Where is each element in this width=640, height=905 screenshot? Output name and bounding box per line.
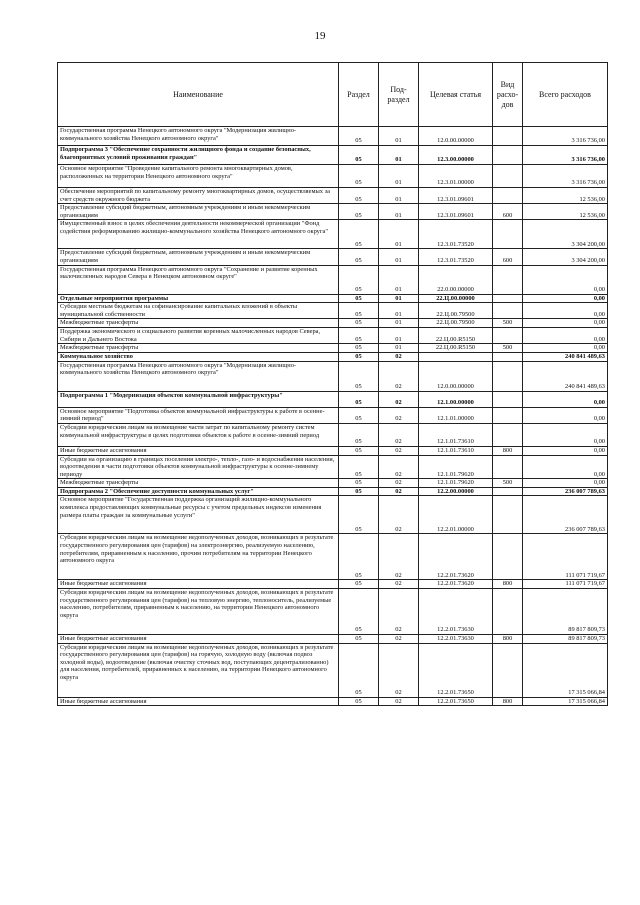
row-expense-kind: 800 <box>493 697 523 706</box>
row-target-article: 12.1.01.73610 <box>419 423 493 446</box>
row-section: 05 <box>339 455 379 479</box>
row-expense-kind <box>493 146 523 165</box>
row-name: Иные бюджетные ассигнования <box>58 697 339 706</box>
row-name: Основное мероприятие "Проведение капитального ремонта многоквартирных домов, расположенных на территории Ненецкого автономного округа" <box>58 165 339 188</box>
row-subsection: 02 <box>379 361 419 391</box>
table-row <box>58 455 608 479</box>
row-target-article: 22.Ц.00.79500 <box>419 303 493 319</box>
row-total: 89 817 809,73 <box>523 635 608 644</box>
row-target-article: 12.0.00.00000 <box>419 127 493 146</box>
row-total: 0,00 <box>523 294 608 303</box>
row-total: 12 536,00 <box>523 188 608 204</box>
row-target-article: 12.1.01.79620 <box>419 479 493 488</box>
row-total: 0,00 <box>523 344 608 353</box>
table-row <box>58 265 608 294</box>
row-name: Государственная программа Ненецкого автономного округа "Сохранение и развитие коренных малочисленных народов Севера в Ненецком автономном округе" <box>58 265 339 294</box>
row-section: 05 <box>339 319 379 328</box>
row-section: 05 <box>339 188 379 204</box>
row-section: 05 <box>339 344 379 353</box>
table-row <box>58 327 608 343</box>
table-row <box>58 352 608 361</box>
row-section: 05 <box>339 220 379 249</box>
row-name: Подпрограмма 1 "Модернизация объектов коммунальной инфраструктуры" <box>58 391 339 407</box>
row-target-article <box>419 352 493 361</box>
row-subsection: 02 <box>379 455 419 479</box>
row-target-article: 22.Ц.00.R5150 <box>419 344 493 353</box>
row-expense-kind <box>493 188 523 204</box>
row-total: 236 007 789,63 <box>523 487 608 496</box>
row-expense-kind <box>493 294 523 303</box>
row-name: Основное мероприятие "Подготовка объектов коммунальной инфраструктуры к работе в осенне-зимний период" <box>58 407 339 423</box>
table-row <box>58 165 608 188</box>
row-total: 0,00 <box>523 423 608 446</box>
row-total: 0,00 <box>523 265 608 294</box>
row-name: Иные бюджетные ассигнования <box>58 446 339 455</box>
row-expense-kind: 800 <box>493 446 523 455</box>
row-expense-kind: 800 <box>493 580 523 589</box>
row-total: 111 071 719,67 <box>523 534 608 580</box>
row-total: 111 071 719,67 <box>523 580 608 589</box>
row-subsection: 02 <box>379 479 419 488</box>
row-target-article: 12.2.01.73620 <box>419 534 493 580</box>
table-row <box>58 589 608 635</box>
row-expense-kind <box>493 534 523 580</box>
row-subsection: 02 <box>379 496 419 534</box>
row-total: 0,00 <box>523 455 608 479</box>
row-expense-kind: 500 <box>493 344 523 353</box>
row-expense-kind <box>493 265 523 294</box>
budget-table <box>57 62 608 706</box>
row-expense-kind: 600 <box>493 204 523 220</box>
row-total: 17 315 066,84 <box>523 643 608 697</box>
table-row <box>58 303 608 319</box>
row-subsection: 01 <box>379 188 419 204</box>
row-total: 0,00 <box>523 391 608 407</box>
row-expense-kind <box>493 487 523 496</box>
row-subsection: 01 <box>379 127 419 146</box>
row-name: Межбюджетные трансферты <box>58 319 339 328</box>
row-expense-kind <box>493 496 523 534</box>
row-expense-kind: 600 <box>493 249 523 265</box>
header-section: Раздел <box>339 63 379 127</box>
row-total: 236 007 789,63 <box>523 496 608 534</box>
row-total: 0,00 <box>523 479 608 488</box>
table-row <box>58 127 608 146</box>
row-total: 0,00 <box>523 303 608 319</box>
row-expense-kind: 500 <box>493 319 523 328</box>
row-total: 17 315 066,84 <box>523 697 608 706</box>
header-subsection: Под-раздел <box>379 63 419 127</box>
row-total: 240 841 489,63 <box>523 352 608 361</box>
table-row <box>58 361 608 391</box>
row-name: Субсидии юридическим лицам на возмещение части затрат по капитальному ремонту систем коммунальной инфраструктуры в целях подготовки объектов к работе в осенне-зимний период <box>58 423 339 446</box>
row-section: 05 <box>339 423 379 446</box>
row-expense-kind <box>493 643 523 697</box>
row-name: Государственная программа Ненецкого автономного округа "Модернизация жилищно-коммунального хозяйства Ненецкого автономного округа" <box>58 127 339 146</box>
row-section: 05 <box>339 361 379 391</box>
table-row <box>58 446 608 455</box>
row-target-article: 12.3.01.09601 <box>419 204 493 220</box>
table-row <box>58 534 608 580</box>
row-name: Субсидии местным бюджетам на софинансирование капитальных вложений в объекты муниципальной собственности <box>58 303 339 319</box>
row-target-article: 12.2.01.73620 <box>419 580 493 589</box>
row-section: 05 <box>339 479 379 488</box>
row-total: 3 304 200,00 <box>523 249 608 265</box>
row-target-article: 12.3.01.09601 <box>419 188 493 204</box>
row-name: Предоставление субсидий бюджетным, автономным учреждениям и иным некоммерческим организациям <box>58 204 339 220</box>
row-name: Обеспечение мероприятий по капитальному ремонту многоквартирных домов, осуществляемых за счет средств окружного бюджета <box>58 188 339 204</box>
row-expense-kind <box>493 220 523 249</box>
row-total: 0,00 <box>523 446 608 455</box>
row-target-article: 22.Ц.00.R5150 <box>419 327 493 343</box>
row-name: Иные бюджетные ассигнования <box>58 580 339 589</box>
row-subsection: 02 <box>379 697 419 706</box>
row-section: 05 <box>339 643 379 697</box>
row-total: 3 316 736,00 <box>523 127 608 146</box>
row-subsection: 02 <box>379 423 419 446</box>
row-expense-kind <box>493 589 523 635</box>
row-target-article: 12.2.01.73650 <box>419 643 493 697</box>
row-section: 05 <box>339 391 379 407</box>
row-subsection: 01 <box>379 294 419 303</box>
row-expense-kind: 500 <box>493 479 523 488</box>
table-row <box>58 319 608 328</box>
table-row <box>58 294 608 303</box>
table-row <box>58 249 608 265</box>
row-subsection: 02 <box>379 643 419 697</box>
row-expense-kind <box>493 165 523 188</box>
row-section: 05 <box>339 487 379 496</box>
row-section: 05 <box>339 589 379 635</box>
table-row <box>58 204 608 220</box>
row-subsection: 01 <box>379 303 419 319</box>
row-expense-kind <box>493 407 523 423</box>
row-section: 05 <box>339 580 379 589</box>
row-subsection: 01 <box>379 146 419 165</box>
row-subsection: 01 <box>379 319 419 328</box>
row-name: Подпрограмма 2 "Обеспечение доступности коммунальных услуг" <box>58 487 339 496</box>
table-row <box>58 635 608 644</box>
table-body <box>58 127 608 706</box>
row-subsection: 02 <box>379 352 419 361</box>
table-row <box>58 496 608 534</box>
row-expense-kind <box>493 303 523 319</box>
row-expense-kind <box>493 391 523 407</box>
header-name: Наименование <box>58 63 339 127</box>
row-section: 05 <box>339 446 379 455</box>
row-name: Отдельные мероприятия программы <box>58 294 339 303</box>
row-section: 05 <box>339 635 379 644</box>
row-target-article: 12.1.00.00000 <box>419 391 493 407</box>
row-section: 05 <box>339 697 379 706</box>
header-target-article: Целевая статья <box>419 63 493 127</box>
table-row <box>58 146 608 165</box>
row-subsection: 01 <box>379 265 419 294</box>
row-subsection: 02 <box>379 589 419 635</box>
row-target-article: 12.1.01.73610 <box>419 446 493 455</box>
row-total: 12 536,00 <box>523 204 608 220</box>
row-subsection: 01 <box>379 344 419 353</box>
row-total: 240 841 489,63 <box>523 361 608 391</box>
row-section: 05 <box>339 127 379 146</box>
table-row <box>58 479 608 488</box>
row-subsection: 02 <box>379 580 419 589</box>
header-expense-kind: Вид расхо-дов <box>493 63 523 127</box>
row-name: Основное мероприятие "Государственная поддержка организаций жилищно-коммунального комплекса предоставляющих коммунальные ресурсы с учетом предельных индексов изменения размера платы граждан за коммунальные услуги" <box>58 496 339 534</box>
row-section: 05 <box>339 204 379 220</box>
row-target-article: 22.0.00.00000 <box>419 265 493 294</box>
row-section: 05 <box>339 303 379 319</box>
row-subsection: 01 <box>379 165 419 188</box>
row-section: 05 <box>339 407 379 423</box>
row-section: 05 <box>339 496 379 534</box>
row-total: 89 817 809,73 <box>523 589 608 635</box>
row-total: 3 316 736,00 <box>523 146 608 165</box>
row-subsection: 01 <box>379 249 419 265</box>
row-target-article: 12.2.01.73630 <box>419 635 493 644</box>
row-subsection: 02 <box>379 446 419 455</box>
row-target-article: 12.2.01.73630 <box>419 589 493 635</box>
row-target-article: 12.2.00.00000 <box>419 487 493 496</box>
row-subsection: 02 <box>379 635 419 644</box>
table-row <box>58 220 608 249</box>
row-section: 05 <box>339 165 379 188</box>
table-row <box>58 188 608 204</box>
row-expense-kind <box>493 361 523 391</box>
row-target-article: 12.3.01.00000 <box>419 165 493 188</box>
row-section: 05 <box>339 352 379 361</box>
row-expense-kind <box>493 352 523 361</box>
row-section: 05 <box>339 327 379 343</box>
row-name: Субсидии юридическим лицам на возмещение недополученных доходов, возникающих в результате государственного регулирования цен (тарифов) на горячую, холодную воду (включая подвоз холодной воды), водоотведение (включая очистку сточных вод, поступающих децентрализованно) для населения, потребителей, приравненных к населению, на территории Ненецкого автономного округа <box>58 643 339 697</box>
row-target-article: 12.2.01.00000 <box>419 496 493 534</box>
row-name: Государственная программа Ненецкого автономного округа "Модернизация жилищно-коммунального хозяйства Ненецкого автономного округа" <box>58 361 339 391</box>
row-subsection: 01 <box>379 327 419 343</box>
row-section: 05 <box>339 534 379 580</box>
row-subsection: 02 <box>379 391 419 407</box>
row-subsection: 02 <box>379 487 419 496</box>
row-target-article: 12.1.01.00000 <box>419 407 493 423</box>
row-total: 0,00 <box>523 327 608 343</box>
row-expense-kind <box>493 127 523 146</box>
row-expense-kind <box>493 423 523 446</box>
row-section: 05 <box>339 265 379 294</box>
page-number: 19 <box>314 30 326 42</box>
table-row <box>58 697 608 706</box>
row-target-article: 12.2.01.73650 <box>419 697 493 706</box>
table-row <box>58 407 608 423</box>
row-target-article: 12.3.01.73520 <box>419 220 493 249</box>
table-row <box>58 423 608 446</box>
row-total: 0,00 <box>523 407 608 423</box>
table-row <box>58 391 608 407</box>
row-target-article: 12.3.01.73520 <box>419 249 493 265</box>
row-name: Межбюджетные трансферты <box>58 344 339 353</box>
row-subsection: 02 <box>379 534 419 580</box>
row-section: 05 <box>339 249 379 265</box>
row-name: Имущественный взнос в целях обеспечения деятельности некоммерческой организации "Фонд содействия реформированию жилищно-коммунального хозяйства Ненецкого автономного округа" <box>58 220 339 249</box>
row-subsection: 01 <box>379 220 419 249</box>
table-row <box>58 487 608 496</box>
row-subsection: 02 <box>379 407 419 423</box>
row-name: Подпрограмма 3 "Обеспечение сохранности жилищного фонда и создание безопасных, благоприятных условий проживания граждан" <box>58 146 339 165</box>
header-total: Всего расходов <box>523 63 608 127</box>
row-expense-kind: 800 <box>493 635 523 644</box>
row-expense-kind <box>493 327 523 343</box>
row-subsection: 01 <box>379 204 419 220</box>
table-header-row <box>58 63 608 127</box>
row-total: 0,00 <box>523 319 608 328</box>
row-expense-kind <box>493 455 523 479</box>
row-target-article: 22.Ц.00.00000 <box>419 294 493 303</box>
row-name: Субсидии на организацию в границах поселения электро-, тепло-, газо- и водоснабжения населения, водоотведения в части подготовки объектов коммунальной инфраструктуры к осенне-зимнему периоду <box>58 455 339 479</box>
row-name: Иные бюджетные ассигнования <box>58 635 339 644</box>
row-name: Субсидии юридическим лицам на возмещение недополученных доходов, возникающих в результате государственного регулирования цен (тарифов) на электроэнергию, реализуемую населению, потребителям, приравненным к населению, прочим потребителям на территории Ненецкого автономного округа <box>58 534 339 580</box>
row-section: 05 <box>339 294 379 303</box>
table-row <box>58 344 608 353</box>
row-name: Субсидии юридическим лицам на возмещение недополученных доходов, возникающих в результате государственного регулирования цен (тарифов) на тепловую энергию, теплоноситель, реализуемые населению, потребителям, приравненным к населению, на территории Ненецкого автономного округа <box>58 589 339 635</box>
row-name: Предоставление субсидий бюджетным, автономным учреждениям и иным некоммерческим организациям <box>58 249 339 265</box>
row-target-article: 12.1.01.79620 <box>419 455 493 479</box>
row-total: 3 304 200,00 <box>523 220 608 249</box>
row-name: Поддержка экономического и социального развития коренных малочисленных народов Севера, Сибири и Дальнего Востока <box>58 327 339 343</box>
row-section: 05 <box>339 146 379 165</box>
row-target-article: 12.3.00.00000 <box>419 146 493 165</box>
table-row <box>58 643 608 697</box>
table-row <box>58 580 608 589</box>
row-name: Коммунальное хозяйство <box>58 352 339 361</box>
row-name: Межбюджетные трансферты <box>58 479 339 488</box>
row-total: 3 316 736,00 <box>523 165 608 188</box>
row-target-article: 22.Ц.00.79500 <box>419 319 493 328</box>
row-target-article: 12.0.00.00000 <box>419 361 493 391</box>
